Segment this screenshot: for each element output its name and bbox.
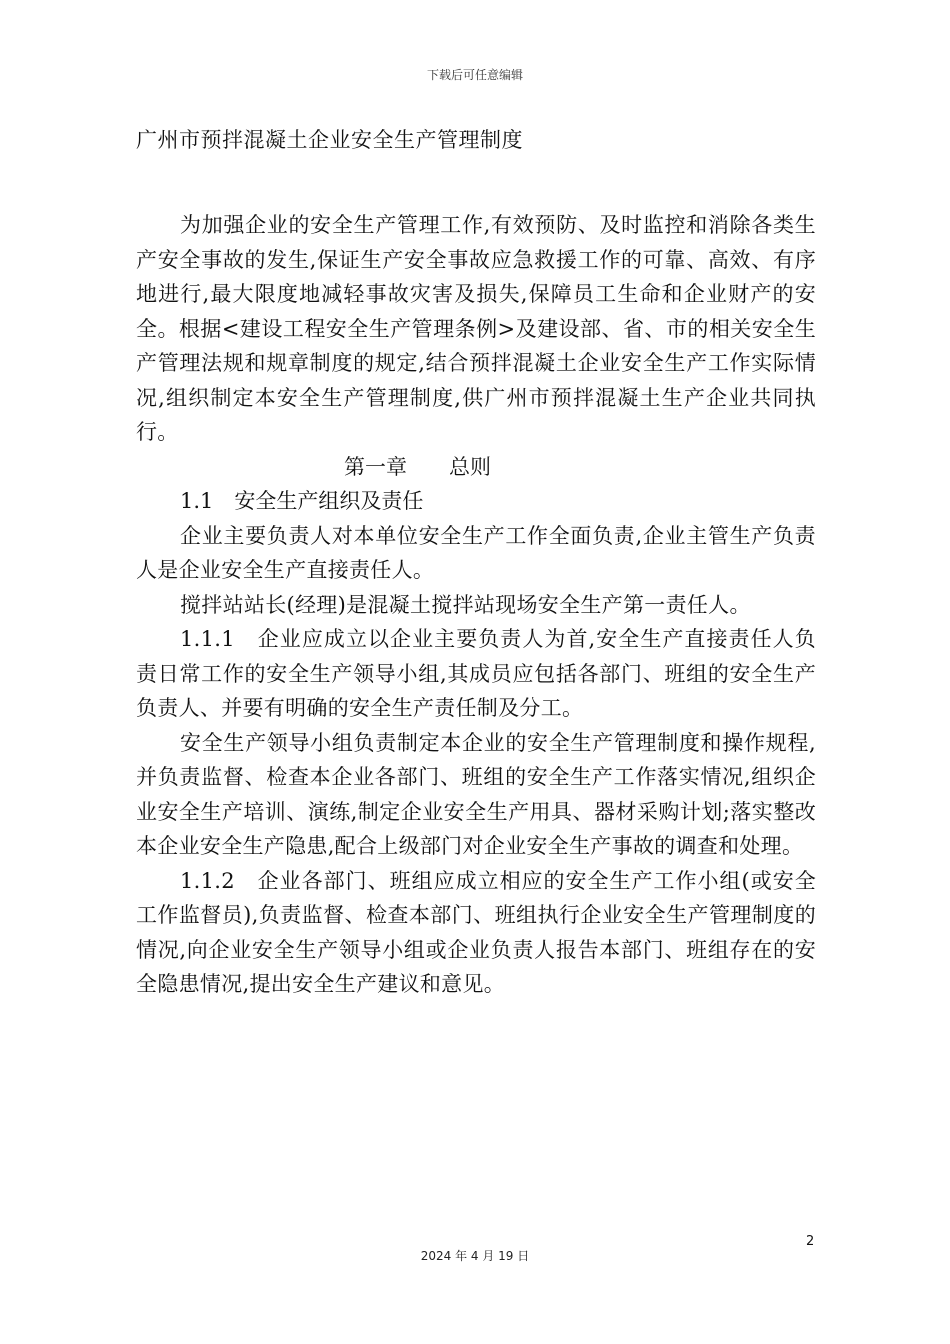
paragraph: 搅拌站站长(经理)是混凝土搅拌站现场安全生产第一责任人。 — [180, 592, 751, 617]
paragraph: 企业主要负责人对本单位安全生产工作全面负责,企业主管生产负责人是企业安全生产直接责任人。 — [136, 523, 816, 582]
clause-1-1-1: 1.1.1 企业应成立以企业主要负责人为首,安全生产直接责任人负责日常工作的安全生产领导小组,其成员应包括各部门、班组的安全生产负责人、并要有明确的安全生产责任制及分工。 — [136, 627, 816, 720]
document-body — [136, 208, 816, 1002]
chapter-heading: 第一章 总则 — [344, 454, 491, 479]
intro-paragraph: 为加强企业的安全生产管理工作,有效预防、及时监控和消除各类生产安全事故的发生,保证生产安全事故应急救援工作的可靠、高效、有序地进行,最大限度地减轻事故灾害及损失,保障员工生命和企业财产的安全。根据<建设工程安全生产管理条例>及建设部、省、市的相关安全生产管理法规和规章制度的规定,结合预拌混凝土企业安全生产工作实际情况,组织制定本安全生产管理制度,供广州市预拌混凝土生产企业共同执行。 — [136, 213, 816, 444]
page-header: 下载后可任意编辑 — [426, 68, 523, 82]
clause-1-1-2: 1.1.2 企业各部门、班组应成立相应的安全生产工作小组(或安全工作监督员),负责监督、检查本部门、班组执行企业安全生产管理制度的情况,向企业安全生产领导小组或企业负责人报告本部门、班组存在的安全隐患情况,提出安全生产建议和意见。 — [136, 868, 816, 996]
page-footer-date: 2024 年 4 月 19 日 — [420, 1249, 530, 1263]
section-heading: 1.1 安全生产组织及责任 — [180, 489, 424, 513]
paragraph: 安全生产领导小组负责制定本企业的安全生产管理制度和操作规程,并负责监督、检查本企业各部门、班组的安全生产工作落实情况,组织企业安全生产培训、演练,制定企业安全生产用具、器材采购计划;落实整改本企业安全生产隐患,配合上级部门对企业安全生产事故的调查和处理。 — [136, 730, 816, 858]
document-title: 广州市预拌混凝土企业安全生产管理制度 — [136, 128, 523, 152]
page-number: 2 — [806, 1234, 815, 1249]
